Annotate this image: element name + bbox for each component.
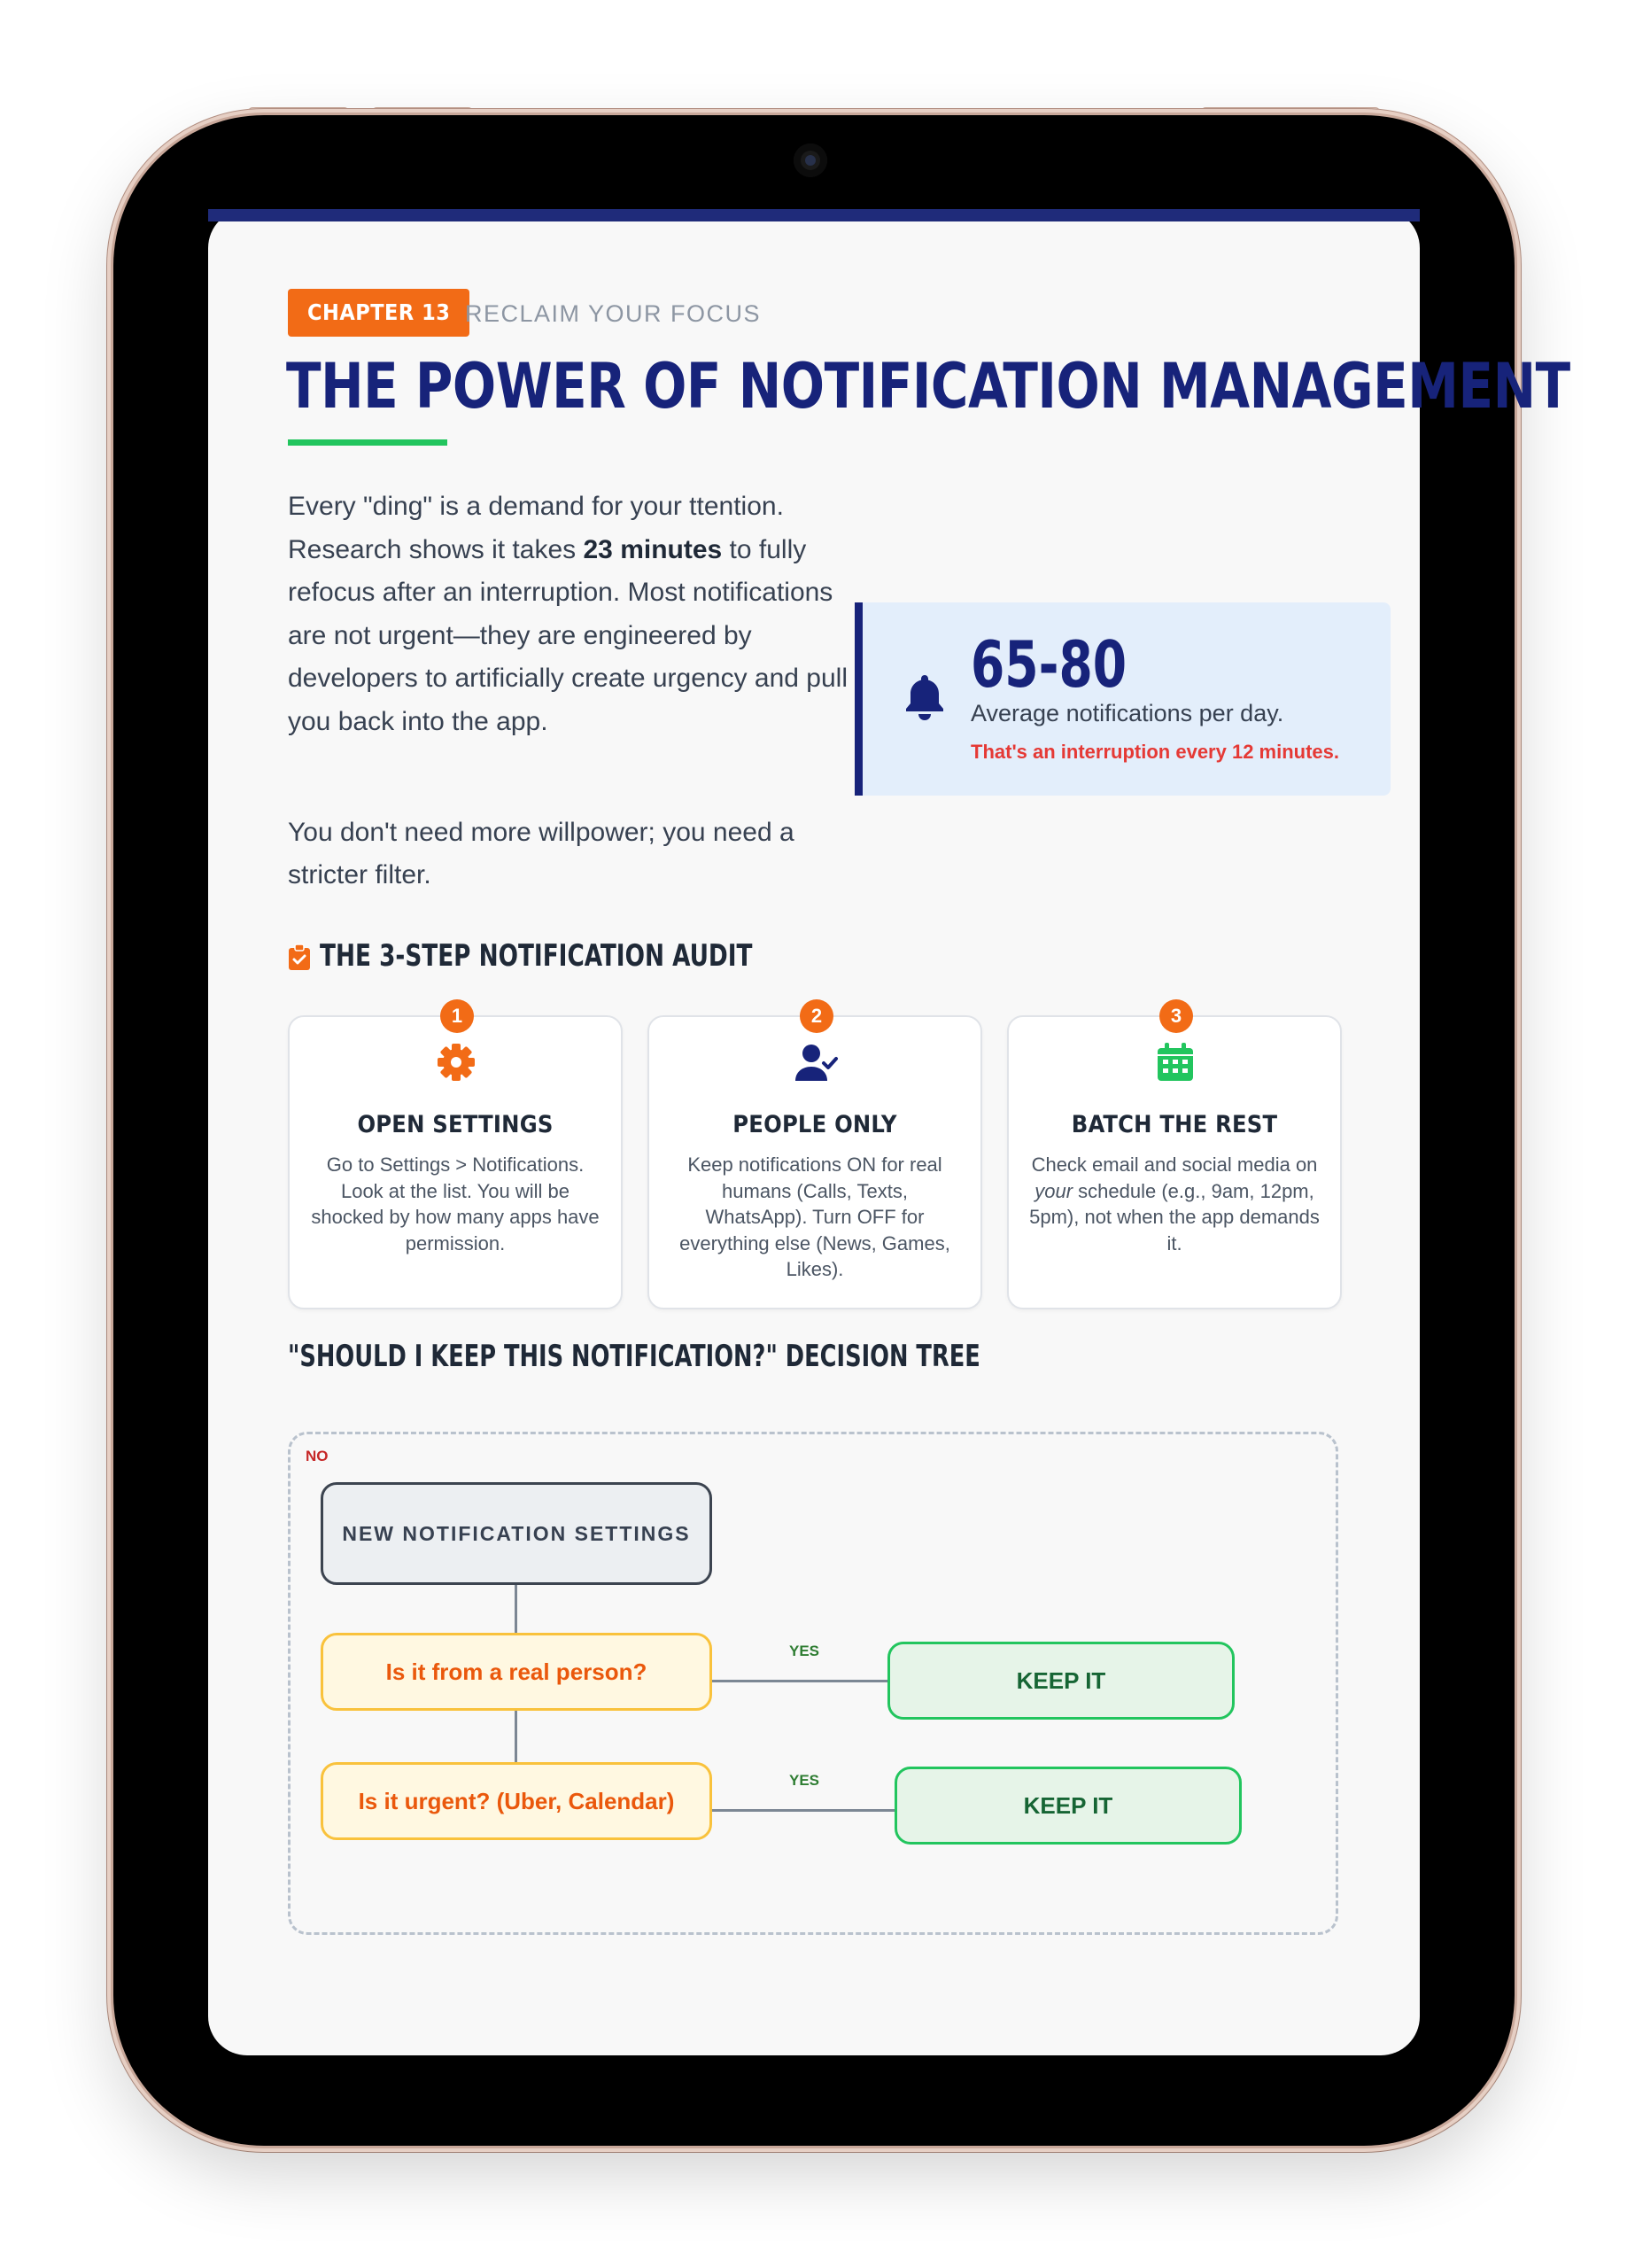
card-text: Go to Settings > Notifications. Look at the list. You will be shocked by how many apps have permission. — [311, 1153, 600, 1254]
card-title: BATCH THE REST — [1071, 1111, 1278, 1138]
card-text-part: schedule (e.g., 9am, 12pm, 5pm), not when the app demands it. — [1029, 1179, 1320, 1254]
decision-tree-title: "SHOULD I KEEP THIS NOTIFICATION?" DECISION TREE — [288, 1339, 980, 1374]
step-number-badge: 2 — [800, 999, 833, 1033]
audit-card-people-only — [647, 1005, 982, 1309]
stat-callout — [855, 602, 1391, 796]
card-text-emphasis: your — [1034, 1179, 1073, 1202]
intro-paragraph — [288, 485, 872, 743]
screen — [208, 209, 1570, 2055]
question-real-person: Is it from a real person? — [321, 1633, 712, 1711]
top-accent-bar — [208, 209, 1420, 221]
yes-label: YES — [789, 1643, 820, 1659]
intro-bold: 23 minutes — [583, 534, 723, 564]
yes-label: YES — [789, 1772, 820, 1789]
keep-it-node: KEEP IT — [887, 1642, 1235, 1720]
front-camera — [794, 144, 827, 177]
connector-q1-q2 — [515, 1711, 517, 1762]
intro-text-2: to fully refocus after an interruption. Most notifications are not urgent—they are engineered by developers to artificially create urgency and pull you back into the app. — [288, 534, 848, 736]
audit-title: THE 3-STEP NOTIFICATION AUDIT — [320, 938, 753, 974]
card-text-part: Check email and social media on — [1031, 1153, 1318, 1176]
clipboard-check-icon — [288, 944, 311, 971]
audit-card-open-settings — [288, 1005, 623, 1309]
card-text: Keep notifications ON for real humans (Calls, Texts, WhatsApp). Turn OFF for everything else (News, Games, Likes). — [679, 1153, 950, 1280]
connector-start-q1 — [515, 1585, 517, 1633]
card-text — [1028, 1152, 1321, 1256]
chapter-subtitle: RECLAIM YOUR FOCUS — [465, 300, 762, 327]
user-check-icon — [791, 1042, 841, 1083]
keep-it-node: KEEP IT — [895, 1767, 1242, 1845]
no-label: NO — [306, 1448, 329, 1464]
bell-icon — [902, 672, 948, 725]
stat-alert: That's an interruption every 12 minutes. — [971, 741, 1340, 763]
intro-paragraph-2: You don't need more willpower; you need a stricter filter. — [288, 818, 794, 889]
card-title: OPEN SETTINGS — [357, 1111, 554, 1138]
audit-card-batch-the-rest — [1007, 1005, 1342, 1309]
question-urgent: Is it urgent? (Uber, Calendar) — [321, 1762, 712, 1840]
title-underline — [288, 439, 447, 446]
page-title: THE POWER OF NOTIFICATION MANAGEMENT — [286, 350, 1570, 423]
intro-text-1: Every "ding" is a demand for your ttention. Research shows it takes — [288, 492, 784, 564]
connector-q1-keep — [712, 1680, 889, 1682]
card-title: PEOPLE ONLY — [732, 1111, 897, 1138]
stat-number: 65-80 — [971, 627, 1127, 702]
chapter-badge: CHAPTER 13 — [288, 289, 469, 337]
gear-icon — [436, 1042, 477, 1083]
stat-description: Average notifications per day. — [971, 700, 1284, 726]
step-number-badge: 3 — [1159, 999, 1193, 1033]
calendar-icon — [1155, 1042, 1196, 1083]
connector-q2-keep — [712, 1809, 895, 1812]
decision-start-node: NEW NOTIFICATION SETTINGS — [321, 1482, 712, 1585]
step-number-badge: 1 — [440, 999, 474, 1033]
